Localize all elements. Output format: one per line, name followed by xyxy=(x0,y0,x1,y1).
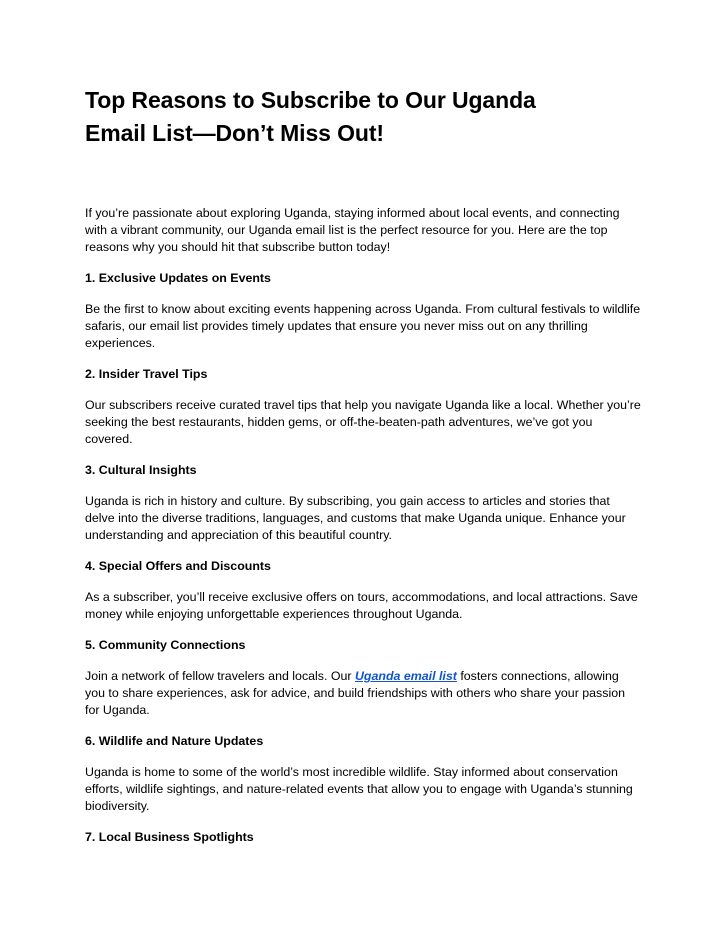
section-body-community xyxy=(85,668,641,719)
document-page xyxy=(85,84,641,846)
section-heading-exclusive-updates: 1. Exclusive Updates on Events xyxy=(85,271,271,285)
section-body-exclusive-updates: Be the first to know about exciting events happening across Uganda. From cultural festivals to wildlife safaris, our email list provides timely updates that ensure you never miss out on any thrilling experiences. xyxy=(85,302,641,350)
section-heading-special-offers: 4. Special Offers and Discounts xyxy=(85,559,271,573)
section-body-wildlife: Uganda is home to some of the world’s most incredible wildlife. Stay informed about conservation efforts, wildlife sightings, and nature-related events that allow you to engage with Uganda’s stunning biodiversity. xyxy=(85,765,633,813)
section-heading-cultural-insights: 3. Cultural Insights xyxy=(85,463,197,477)
community-text-after-link: fosters connections, allowing you to share experiences, ask for advice, and build friendships with others who share your passion for Uganda. xyxy=(85,669,625,717)
section-heading-community: 5. Community Connections xyxy=(85,638,246,652)
page-title-line-1: Top Reasons to Subscribe to Our Uganda xyxy=(85,87,536,113)
section-body-travel-tips: Our subscribers receive curated travel tips that help you navigate Uganda like a local. Whether you’re seeking the best restaurants, hidden gems, or off-the-beaten-path adventures, we’ve got you covered. xyxy=(85,398,641,446)
page-title-line-2: Email List—Don’t Miss Out! xyxy=(85,120,384,146)
uganda-email-list-link[interactable]: Uganda email list xyxy=(354,669,457,683)
intro-paragraph: If you’re passionate about exploring Uganda, staying informed about local events, and connecting with a vibrant community, our Uganda email list is the perfect resource for you. Here are the top reasons why you should hit that subscribe button today! xyxy=(85,206,620,254)
section-heading-local-business: 7. Local Business Spotlights xyxy=(85,830,254,844)
section-heading-travel-tips: 2. Insider Travel Tips xyxy=(85,367,208,381)
community-text-before-link: Join a network of fellow travelers and locals. Our xyxy=(85,669,355,683)
section-body-special-offers: As a subscriber, you’ll receive exclusive offers on tours, accommodations, and local attractions. Save money while enjoying unforgettable experiences throughout Uganda. xyxy=(85,590,638,621)
section-heading-wildlife: 6. Wildlife and Nature Updates xyxy=(85,734,264,748)
section-body-cultural-insights: Uganda is rich in history and culture. By subscribing, you gain access to articles and stories that delve into the diverse traditions, languages, and customs that make Uganda unique. Enhance your understanding and appreciation of this beautiful country. xyxy=(85,494,626,542)
page-title xyxy=(85,84,641,150)
